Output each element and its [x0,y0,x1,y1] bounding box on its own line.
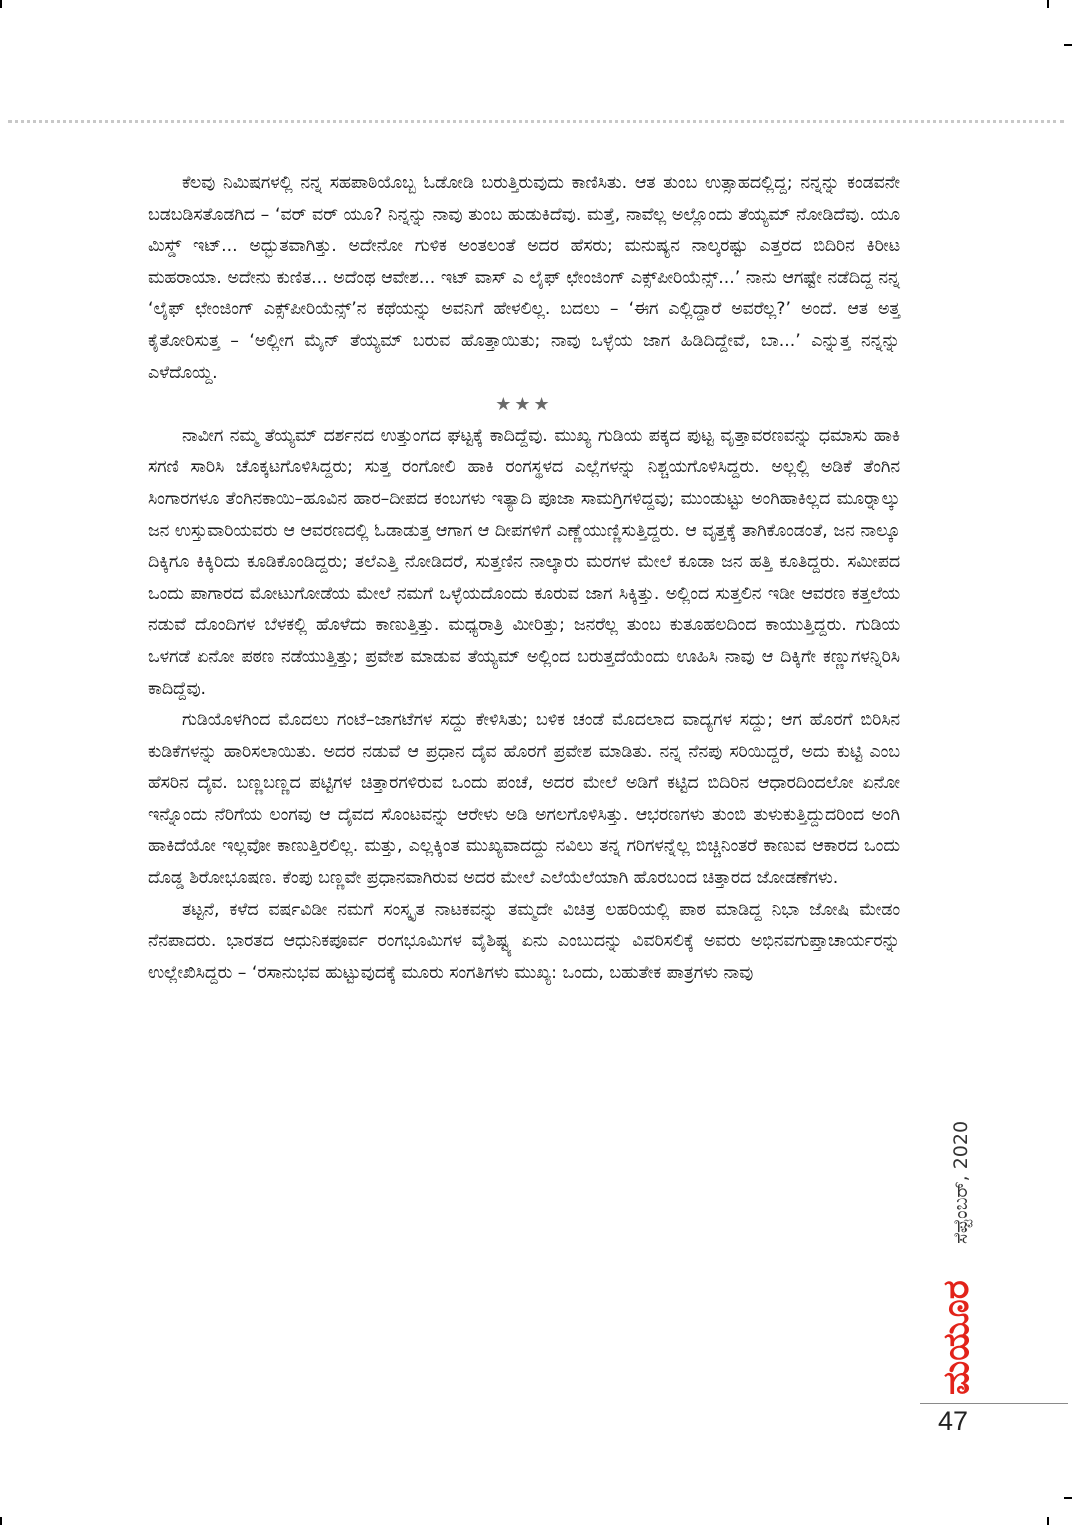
paragraph: ಕೆಲವು ನಿಮಿಷಗಳಲ್ಲಿ ನನ್ನ ಸಹಪಾಠಿಯೊಬ್ಬ ಓಡೋಡಿ ಬರುತ್ತಿರುವುದು ಕಾಣಿಸಿತು. ಆತ ತುಂಬ ಉತ್ಸಾಹದಲ್ಲಿದ್ದ; ನನ್ನನ್ನು ಕಂಡವನೇ ಬಡಬಡಿಸತೊಡಗಿದ – ‘ವರ್ ವರ್ ಯೂ? ನಿನ್ನನ್ನು ನಾವು ತುಂಬ ಹುಡುಕಿದೆವು. ಮತ್ತೆ, ನಾವೆಲ್ಲ ಅಲ್ಲೊಂದು ತೆಯ್ಯಮ್ ನೋಡಿದೆವು. ಯೂ ಮಿಸ್ಡ್ ಇಟ್... ಅದ್ಭುತವಾಗಿತ್ತು. ಅದೇನೋ ಗುಳಿಕ ಅಂತಲಂತೆ ಅದರ ಹೆಸರು; ಮನುಷ್ಯನ ನಾಲ್ಕರಷ್ಟು ಎತ್ತರದ ಬಿದಿರಿನ ಕಿರೀಟ ಮಹರಾಯಾ. ಅದೇನು ಕುಣಿತ... ಅದೆಂಥ ಆವೇಶ... ಇಟ್ ವಾಸ್ ಎ ಲೈಫ್ ಛೇಂಜಿಂಗ್ ಎಕ್ಸ್‌ಪೀರಿಯೆನ್ಸ್...’ ನಾನು ಆಗಷ್ಟೇ ನಡೆದಿದ್ದ ನನ್ನ ‘ಲೈಫ್ ಛೇಂಜಿಂಗ್ ಎಕ್ಸ್‌ಪೀರಿಯೆನ್ಸ್’ನ ಕಥೆಯನ್ನು ಅವನಿಗೆ ಹೇಳಲಿಲ್ಲ. ಬದಲು – ‘ಈಗ ಎಲ್ಲಿದ್ದಾರೆ ಅವರೆಲ್ಲ?’ ಅಂದೆ. ಆತ ಅತ್ತ ಕೈತೋರಿಸುತ್ತ – ‘ಅಲ್ಲೀಗ ಮೈನ್ ತೆಯ್ಯಮ್ ಬರುವ ಹೊತ್ತಾಯಿತು; ನಾವು ಒಳ್ಳೆಯ ಜಾಗ ಹಿಡಿದಿದ್ದೇವೆ, ಬಾ...’ ಎನ್ನುತ್ತ ನನ್ನನ್ನು ಎಳೆದೊಯ್ದ. [148,173,900,383]
crop-mark-right-lower [1064,1497,1072,1499]
page-number: 47 [938,1406,969,1436]
header-dotted-rule [8,120,1064,123]
article-body [148,168,900,989]
paragraph: ನಾವೀಗ ನಮ್ಮ ತೆಯ್ಯಮ್ ದರ್ಶನದ ಉತ್ತುಂಗದ ಘಟ್ಟಕ್ಕೆ ಕಾದಿದ್ದೆವು. ಮುಖ್ಯ ಗುಡಿಯ ಪಕ್ಕದ ಪುಟ್ಟ ವೃತ್ತಾವರಣವನ್ನು ಧಮಾಸು ಹಾಕಿ ಸಗಣಿ ಸಾರಿಸಿ ಚೊಕ್ಕಟಗೊಳಿಸಿದ್ದರು; ಸುತ್ತ ರಂಗೋಲಿ ಹಾಕಿ ರಂಗಸ್ಥಳದ ಎಲ್ಲೆಗಳನ್ನು ನಿಶ್ಚಯಗೊಳಿಸಿದ್ದರು. ಅಲ್ಲಲ್ಲಿ ಅಡಿಕೆ ತೆಂಗಿನ ಸಿಂಗಾರಗಳೂ ತೆಂಗಿನಕಾಯಿ–ಹೂವಿನ ಹಾರ–ದೀಪದ ಕಂಬಗಳು ಇತ್ಯಾದಿ ಪೂಜಾ ಸಾಮಗ್ರಿಗಳಿದ್ದವು; ಮುಂಡುಟ್ಟು ಅಂಗಿಹಾಕಿಲ್ಲದ ಮೂರ್‍ನಾಲ್ಕು ಜನ ಉಸ್ತುವಾರಿಯವರು ಆ ಆವರಣದಲ್ಲಿ ಓಡಾಡುತ್ತ ಆಗಾಗ ಆ ದೀಪಗಳಿಗೆ ಎಣ್ಣೆಯುಣ್ಣಿಸುತ್ತಿದ್ದರು. ಆ ವೃತ್ತಕ್ಕೆ ತಾಗಿಕೊಂಡಂತೆ, ಜನ ನಾಲ್ಕೂ ದಿಕ್ಕಿಗೂ ಕಿಕ್ಕಿರಿದು ಕೂಡಿಕೊಂಡಿದ್ದರು; ತಲೆಎತ್ತಿ ನೋಡಿದರೆ, ಸುತ್ತಣಿನ ನಾಲ್ಕಾರು ಮರಗಳ ಮೇಲೆ ಕೂಡಾ ಜನ ಹತ್ತಿ ಕೂತಿದ್ದರು. ಸಮೀಪದ ಒಂದು ಪಾಗಾರದ ಮೋಟುಗೋಡೆಯ ಮೇಲೆ ನಮಗೆ ಒಳ್ಳೆಯದೊಂದು ಕೂರುವ ಜಾಗ ಸಿಕ್ಕಿತ್ತು. ಅಲ್ಲಿಂದ ಸುತ್ತಲಿನ ಇಡೀ ಆವರಣ ಕತ್ತಲೆಯ ನಡುವೆ ದೊಂದಿಗಳ ಬೆಳಕಲ್ಲಿ ಹೊಳೆದು ಕಾಣುತ್ತಿತ್ತು. ಮಧ್ಯರಾತ್ರಿ ಮೀರಿತ್ತು; ಜನರೆಲ್ಲ ತುಂಬ ಕುತೂಹಲದಿಂದ ಕಾಯುತ್ತಿದ್ದರು. ಗುಡಿಯ ಒಳಗಡೆ ಏನೋ ಪಠಣ ನಡೆಯುತ್ತಿತ್ತು; ಪ್ರವೇಶ ಮಾಡುವ ತೆಯ್ಯಮ್ ಅಲ್ಲಿಂದ ಬರುತ್ತದೆಯೆಂದು ಊಹಿಸಿ ನಾವು ಆ ದಿಕ್ಕಿಗೇ ಕಣ್ಣುಗಳನ್ನಿರಿಸಿ ಕಾದಿದ್ದೆವು. [148,425,900,699]
crop-mark-right-upper [1064,44,1072,46]
page-number-rule [920,1403,1068,1404]
crop-mark-bottom-right [1047,1517,1049,1525]
crop-mark-top-right [1047,0,1049,8]
crop-mark-top-left [0,0,2,8]
crop-mark-bottom-left [0,1517,2,1525]
paragraph: ತಟ್ಟನೆ, ಕಳೆದ ವರ್ಷವಿಡೀ ನಮಗೆ ಸಂಸ್ಕೃತ ನಾಟಕವನ್ನು ತಮ್ಮದೇ ವಿಚಿತ್ರ ಲಹರಿಯಲ್ಲಿ ಪಾಠ ಮಾಡಿದ್ದ ನಿಭಾ ಜೋಷಿ ಮೇಡಂ ನೆನಪಾದರು. ಭಾರತದ ಆಧುನಿಕಪೂರ್ವ ರಂಗಭೂಮಿಗಳ ವೈಶಿಷ್ಟ್ಯ ಏನು ಎಂಬುದನ್ನು ವಿವರಿಸಲಿಕ್ಕೆ ಅವರು ಅಭಿನವಗುಪ್ತಾಚಾರ್ಯರನ್ನು ಉಲ್ಲೇಖಿಸಿದ್ದರು – ‘ರಸಾನುಭವ ಹುಟ್ಟುವುದಕ್ಕೆ ಮೂರು ಸಂಗತಿಗಳು ಮುಖ್ಯ: ಒಂದು, ಬಹುತೇಕ ಪಾತ್ರಗಳು ನಾವು [148,899,900,983]
magazine-logo: ಮಯೂರ [936,1280,977,1395]
section-separator: ★★★ [495,394,553,416]
paragraph: ಗುಡಿಯೊಳಗಿಂದ ಮೊದಲು ಗಂಟೆ–ಜಾಗಟೆಗಳ ಸದ್ದು ಕೇಳಿಸಿತು; ಬಳಿಕ ಚಂಡೆ ಮೊದಲಾದ ವಾದ್ಯಗಳ ಸದ್ದು; ಆಗ ಹೊರಗೆ ಬಿರಿಸಿನ ಕುಡಿಕೆಗಳನ್ನು ಹಾರಿಸಲಾಯಿತು. ಅದರ ನಡುವೆ ಆ ಪ್ರಧಾನ ದೈವ ಹೊರಗೆ ಪ್ರವೇಶ ಮಾಡಿತು. ನನ್ನ ನೆನಪು ಸರಿಯಿದ್ದರೆ, ಅದು ಕುಟ್ಟಿ ಎಂಬ ಹೆಸರಿನ ದೈವ. ಬಣ್ಣಬಣ್ಣದ ಪಟ್ಟಿಗಳ ಚಿತ್ತಾರಗಳಿರುವ ಒಂದು ಪಂಚೆ, ಅದರ ಮೇಲೆ ಅಡಿಗೆ ಕಟ್ಟಿದ ಬಿದಿರಿನ ಆಧಾರದಿಂದಲೋ ಏನೋ ಇನ್ನೊಂದು ನೆರಿಗೆಯ ಲಂಗವು ಆ ದೈವದ ಸೊಂಟವನ್ನು ಆರೇಳು ಅಡಿ ಅಗಲಗೊಳಿಸಿತ್ತು. ಆಭರಣಗಳು ತುಂಬಿ ತುಳುಕುತ್ತಿದ್ದುದರಿಂದ ಅಂಗಿ ಹಾಕಿದೆಯೋ ಇಲ್ಲವೋ ಕಾಣುತ್ತಿರಲಿಲ್ಲ. ಮತ್ತು, ಎಲ್ಲಕ್ಕಿಂತ ಮುಖ್ಯವಾದದ್ದು ನವಿಲು ತನ್ನ ಗರಿಗಳನ್ನೆಲ್ಲ ಬಿಚ್ಚಿನಿಂತರೆ ಕಾಣುವ ಆಕಾರದ ಒಂದು ದೊಡ್ಡ ಶಿರೋಭೂಷಣ. ಕೆಂಪು ಬಣ್ಣವೇ ಪ್ರಧಾನವಾಗಿರುವ ಅದರ ಮೇಲೆ ಎಲೆಯೆಲೆಯಾಗಿ ಹೊರಬಂದ ಚಿತ್ತಾರದ ಜೋಡಣೆಗಳು. [148,710,900,889]
issue-date: ಸೆಪ್ಟೆಂಬರ್, 2020 [950,1120,972,1244]
